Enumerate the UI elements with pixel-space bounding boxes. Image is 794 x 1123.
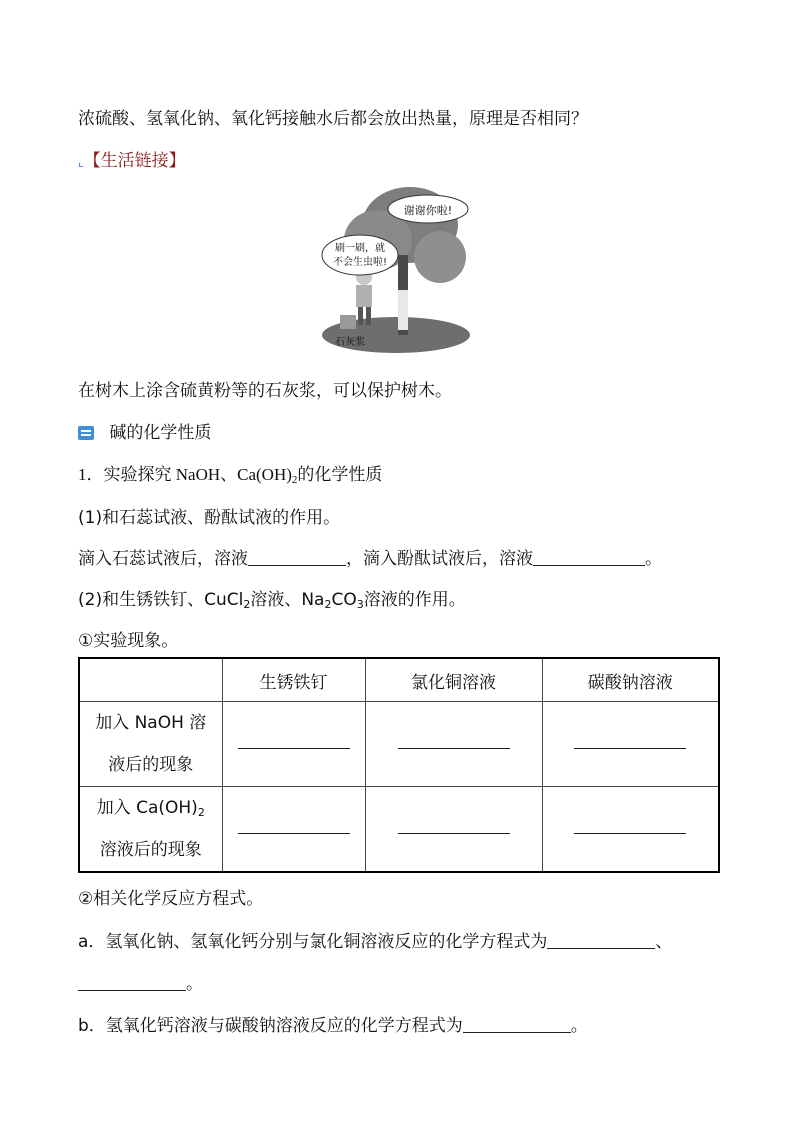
equations-label: ②相关化学反应方程式。	[78, 889, 264, 909]
bubble-right-text: 谢谢你啦!	[403, 204, 453, 217]
row-naoh-label-2: 液后的现象	[108, 755, 194, 775]
tree-illustration	[318, 185, 478, 355]
blank-eq-b[interactable]	[463, 1017, 571, 1033]
bookmark-icon: ⌞	[78, 155, 84, 169]
section-title: 碱的化学性质	[109, 423, 212, 443]
item1-suffix: 的化学性质	[297, 465, 383, 484]
boy-body	[356, 285, 372, 307]
life-link-label: 【生活链接】	[83, 151, 186, 171]
eq-a-text: a．氢氧化钠、氢氧化钙分别与氯化铜溶液反应的化学方程式为	[78, 932, 548, 952]
sub2-t4: 溶液的作用。	[363, 590, 466, 610]
row-naoh-label	[79, 702, 222, 787]
fill1-c: 。	[645, 549, 662, 569]
sub2-s2: 2	[324, 598, 332, 611]
fill1-line	[78, 544, 662, 569]
lime-bucket	[340, 315, 356, 329]
speech-bubble-left	[322, 235, 398, 275]
cell-naoh-iron[interactable]	[222, 702, 365, 787]
bucket-label: 石灰浆	[335, 337, 365, 348]
cell-caoh2-cucl2[interactable]	[365, 787, 542, 873]
sub2-text	[78, 585, 466, 610]
phenomenon-label: ①实验现象。	[78, 631, 179, 651]
row-caoh2-label-1: 加入 $Ca(OH)_2$	[96, 798, 205, 819]
cell-caoh2-na2co3[interactable]	[542, 787, 719, 873]
fill1-b: ，滴入酚酞试液后，溶液	[346, 549, 533, 569]
cell-naoh-na2co3[interactable]	[542, 702, 719, 787]
experiment-table	[78, 657, 720, 873]
eq-b-text: b．氢氧化钙溶液与碳酸钠溶液反应的化学方程式为	[78, 1016, 463, 1036]
table-header-sodium-carbonate: 碳酸钠溶液	[542, 658, 719, 702]
caption-text: 在树木上涂含硫黄粉等的石灰浆，可以保护树木。	[78, 381, 452, 401]
table-row-naoh	[79, 702, 719, 787]
life-link-heading	[78, 146, 186, 171]
eq-b-line	[78, 1011, 588, 1036]
bubble-left-text-2: 不会生虫啦!	[332, 257, 388, 268]
sub2-s1: 2	[243, 598, 251, 611]
sub2-s3: 3	[356, 598, 364, 611]
blank-eq-a-2[interactable]	[78, 975, 186, 991]
fill1-a: 滴入石蕊试液后，溶液	[78, 549, 248, 569]
table-header-empty	[79, 658, 222, 702]
eq-a-line-2	[78, 969, 203, 994]
table-header-row	[79, 658, 719, 702]
question-text: 浓硫酸、氢氧化钠、氧化钙接触水后都会放出热量，原理是否相同？	[78, 109, 588, 129]
row-caoh2-label	[79, 787, 222, 873]
blank-litmus[interactable]	[248, 550, 346, 566]
cell-naoh-cucl2[interactable]	[365, 702, 542, 787]
item1-sub: 2	[291, 474, 298, 486]
item1-title	[78, 460, 382, 485]
eq-a-end: 。	[186, 974, 203, 994]
cell-caoh2-iron[interactable]	[222, 787, 365, 873]
table-header-iron-nail: 生锈铁钉	[222, 658, 365, 702]
section-heading	[78, 418, 211, 443]
section-icon	[78, 426, 94, 440]
table-header-copper-chloride: 氯化铜溶液	[365, 658, 542, 702]
sub2-t3: CO	[331, 590, 357, 610]
row-naoh-label-1: 加入 NaOH 溶	[95, 713, 207, 733]
item1-prefix: 1．实验探究 NaOH、Ca(OH)	[78, 465, 292, 484]
blank-eq-a-1[interactable]	[547, 933, 655, 949]
blank-phenolphthalein[interactable]	[533, 550, 645, 566]
eq-a-line	[78, 927, 672, 952]
eq-a-sep: 、	[655, 932, 673, 952]
sub1-text: (1)和石蕊试液、酚酞试液的作用。	[78, 508, 341, 528]
table-row-caoh2	[79, 787, 719, 873]
eq-b-end: 。	[570, 1016, 588, 1036]
bubble-left-text-1: 刷一刷，就	[335, 243, 385, 254]
row-caoh2-label-2: 溶液后的现象	[99, 840, 202, 860]
sub2-t1: (2)和生锈铁钉、CuCl	[78, 590, 244, 610]
sub2-t2: 溶液、Na	[250, 590, 325, 610]
